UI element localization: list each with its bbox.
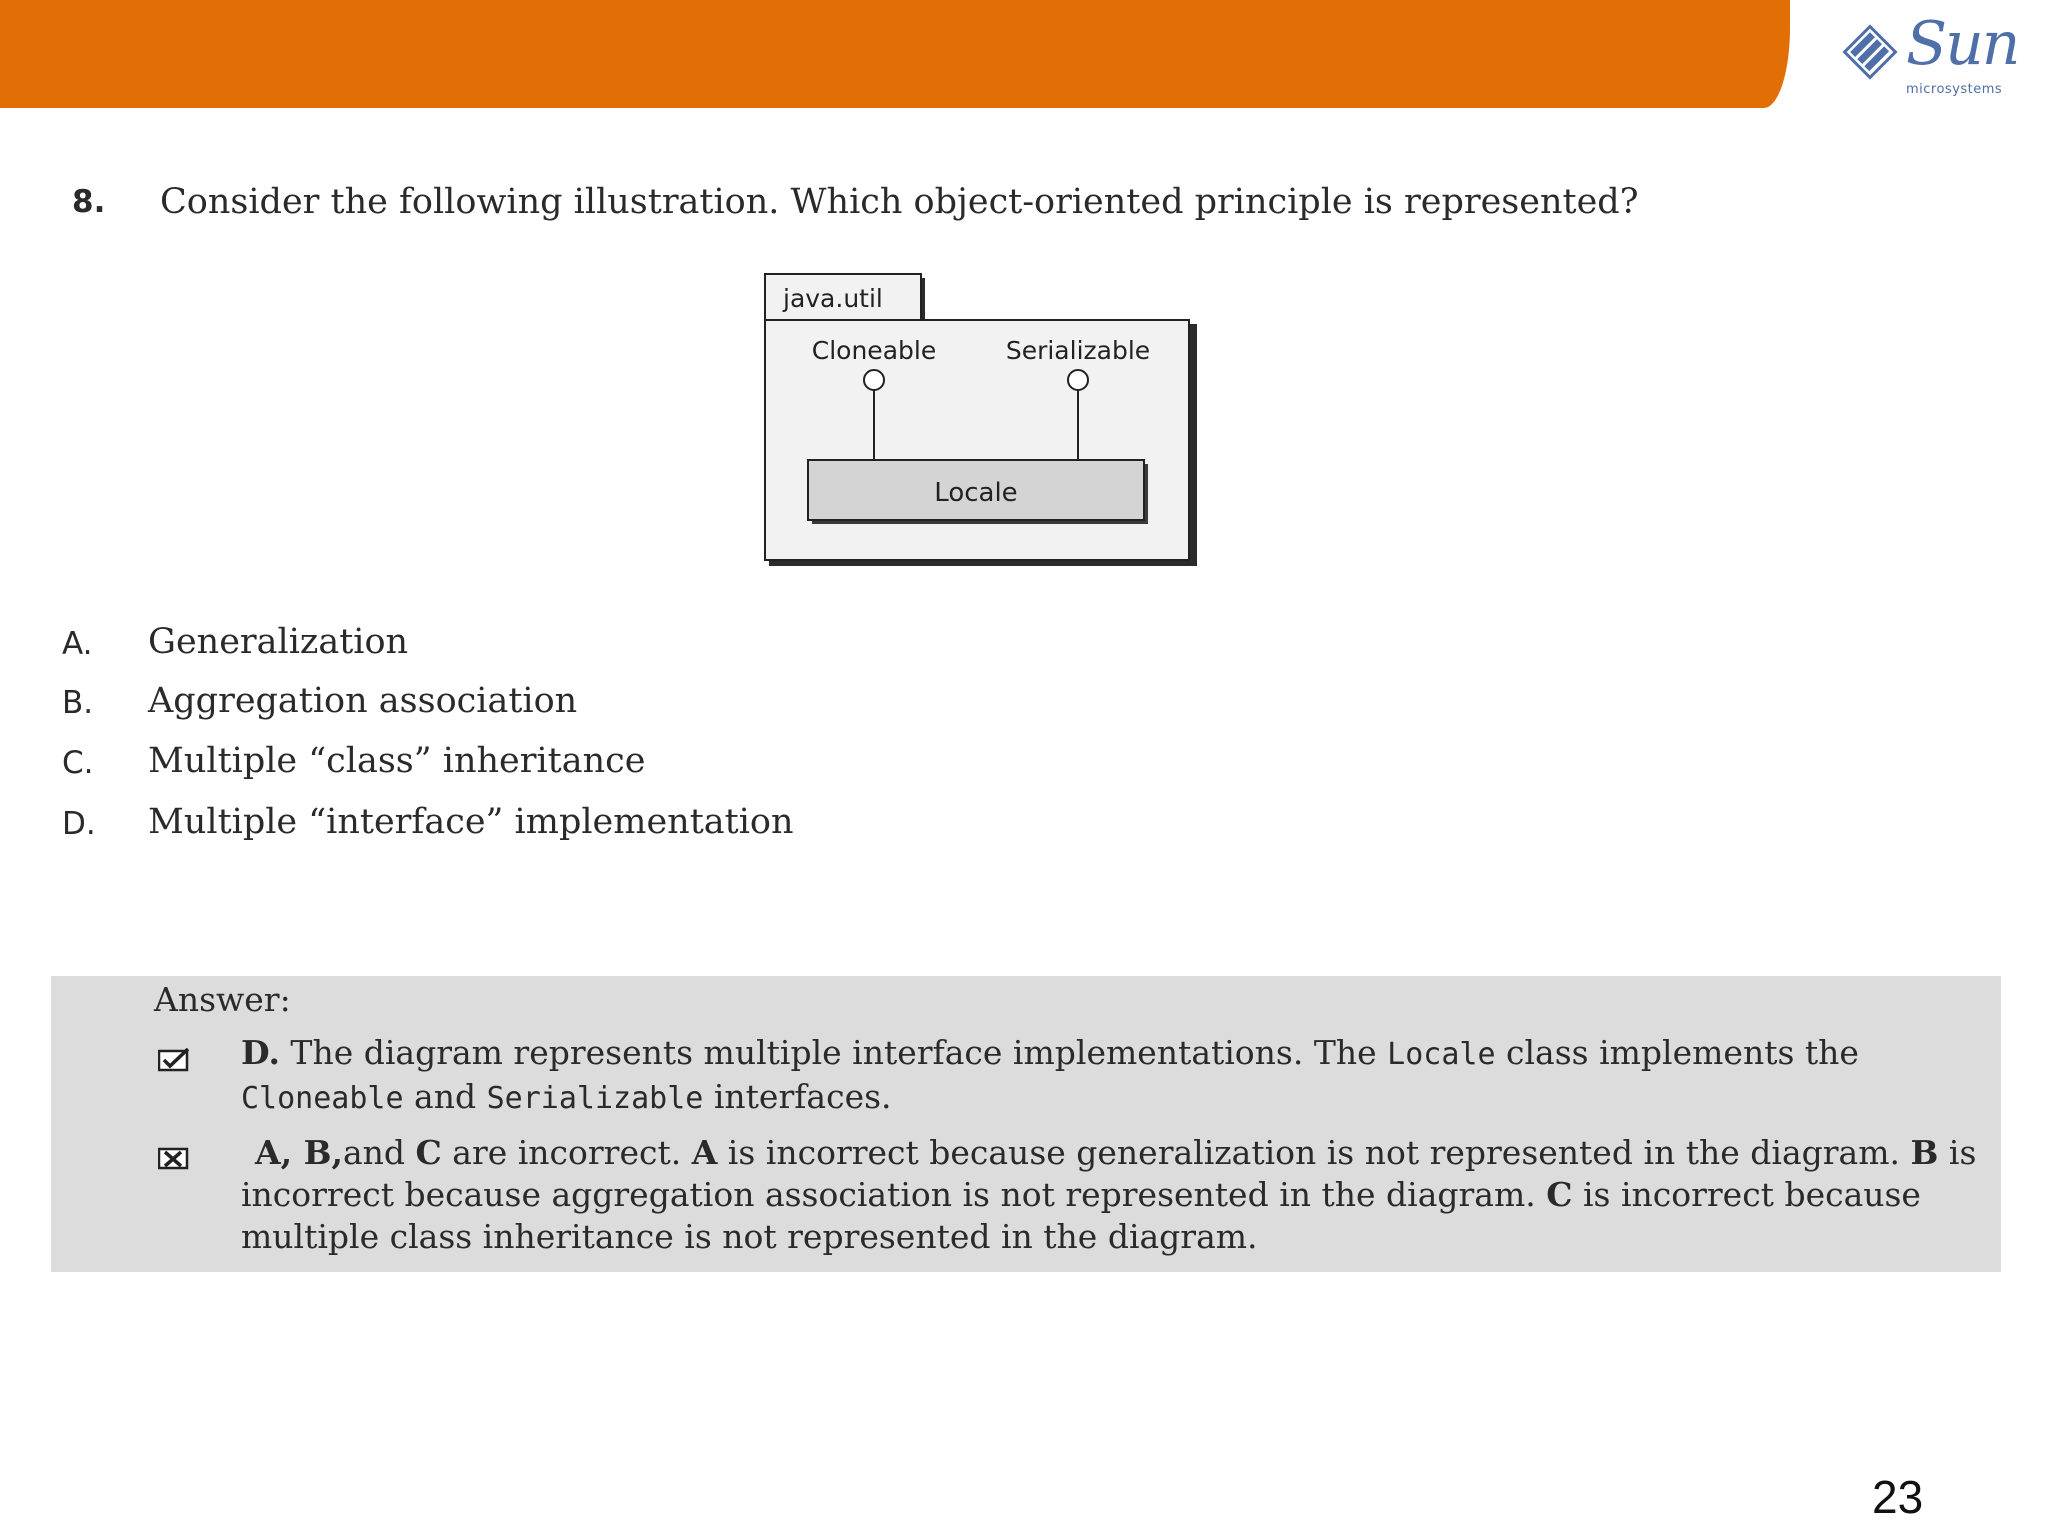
- class-name: Locale: [934, 478, 1018, 508]
- incorrect-letter: A: [691, 1133, 718, 1172]
- option-letter: C.: [62, 745, 94, 781]
- option-letter: A.: [62, 626, 93, 662]
- explanation-text: interfaces.: [703, 1077, 892, 1116]
- explanation-text: is incorrect because generalization is not represented in the diagram.: [717, 1133, 1911, 1172]
- sun-diamond-icon: [1838, 20, 1902, 84]
- explanation-text: are incorrect.: [441, 1133, 692, 1172]
- incorrect-explanation: [241, 1132, 1981, 1258]
- option-text: Aggregation association: [148, 681, 578, 721]
- interface-label-serializable: Serializable: [1005, 336, 1151, 365]
- option-text: Multiple “class” inheritance: [148, 741, 646, 781]
- incorrect-letter: C: [415, 1133, 442, 1172]
- explanation-text: is incorrect because aggregation association is not represented in the diagram.: [241, 1133, 1977, 1214]
- correct-explanation: [241, 1032, 1981, 1120]
- page-number: 23: [1872, 1471, 1924, 1523]
- incorrect-letter: B: [1910, 1133, 1939, 1172]
- header-banner: [0, 0, 1790, 108]
- incorrect-letter: C: [1546, 1175, 1573, 1214]
- interface-lollipop-cloneable: [864, 370, 884, 390]
- brand-name: Sun: [1906, 9, 2019, 79]
- option-text: Generalization: [148, 622, 409, 662]
- answer-label: Answer:: [154, 980, 291, 1019]
- explanation-text: and: [403, 1077, 487, 1116]
- option-letter: B.: [62, 685, 94, 721]
- explanation-text: and: [342, 1133, 416, 1172]
- option-letter: D.: [62, 806, 96, 842]
- explanation-text: The diagram represents multiple interface implementations. The: [279, 1033, 1388, 1072]
- question-text: Consider the following illustration. Which object-oriented principle is represented?: [160, 182, 1639, 222]
- code-locale: Locale: [1387, 1037, 1496, 1072]
- uml-package-diagram: [763, 272, 1203, 568]
- x-mark-icon: [158, 1146, 188, 1170]
- code-cloneable: Cloneable: [241, 1081, 404, 1116]
- answer-box: [51, 976, 2001, 1272]
- explanation-text: class implements the: [1495, 1033, 1859, 1072]
- option-text: Multiple “interface” implementation: [148, 802, 794, 842]
- explanation-text: is incorrect because multiple class inheritance is not represented in the diagram.: [241, 1175, 1921, 1256]
- checkmark-icon: [158, 1048, 188, 1072]
- brand-subtitle: microsystems: [1906, 82, 2003, 97]
- package-name: java.util: [783, 284, 883, 313]
- interface-lollipop-serializable: [1068, 370, 1088, 390]
- question-number: 8.: [72, 184, 106, 220]
- incorrect-letters: A, B,: [255, 1133, 343, 1172]
- correct-option-letter: D.: [241, 1033, 280, 1072]
- sun-microsystems-logo: [1838, 9, 2019, 102]
- code-serializable: Serializable: [486, 1081, 704, 1116]
- interface-label-cloneable: Cloneable: [811, 336, 937, 365]
